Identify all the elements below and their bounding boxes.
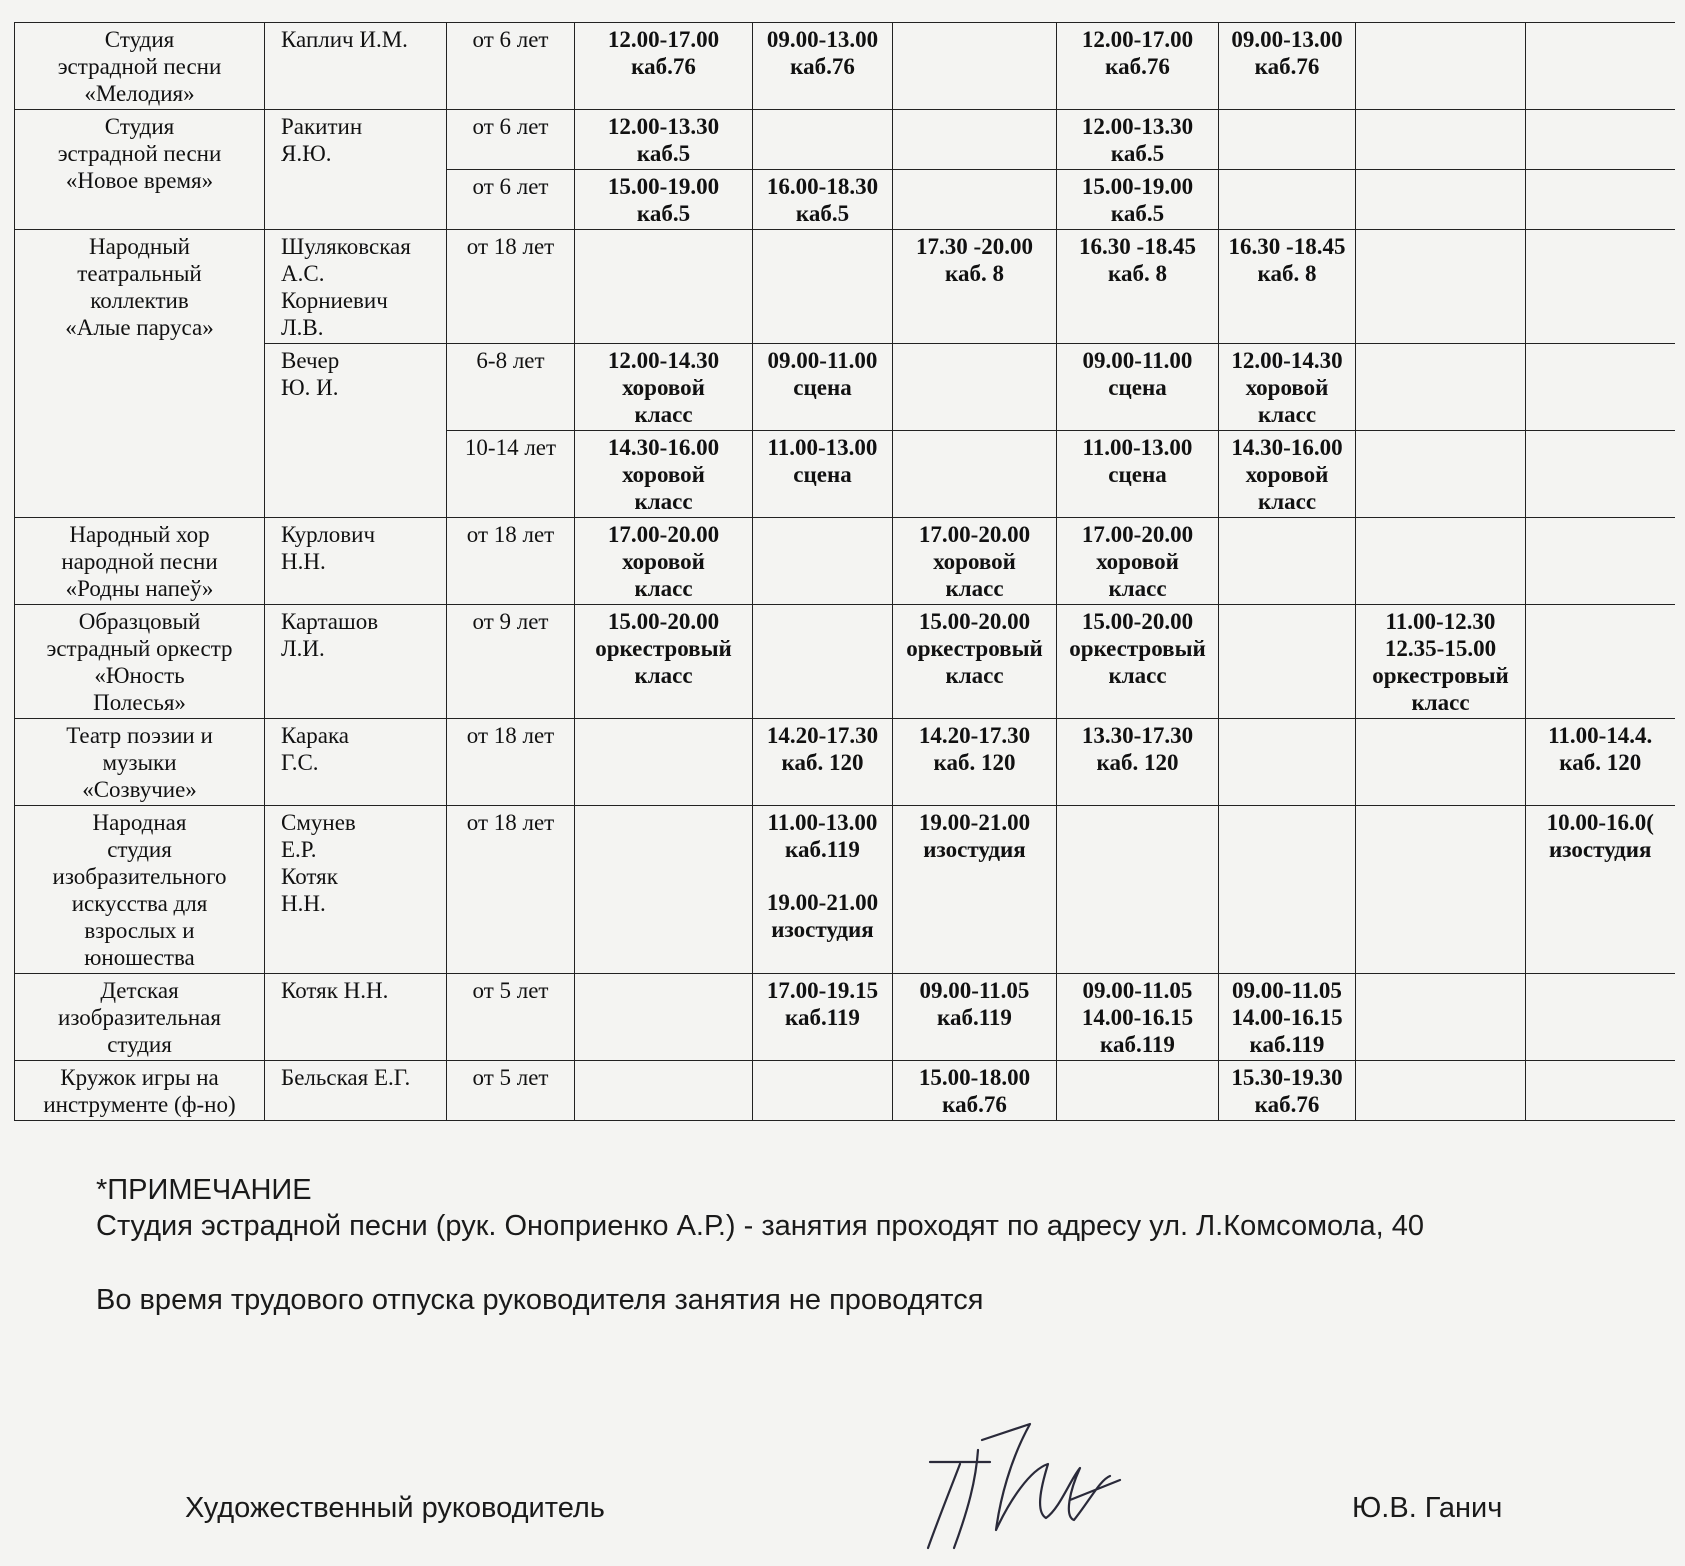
table-row — [15, 974, 1675, 1061]
cell-text-line: 15.00-19.00 — [607, 174, 720, 199]
cell-text-line: 12.35-15.00 — [1384, 636, 1497, 661]
cell-text-line: Бельская Е.Г. — [281, 1065, 411, 1090]
cell-text-line: «Созвучие» — [82, 777, 197, 802]
cell-text-line: хоровой — [1096, 549, 1179, 574]
schedule-slot-cell — [753, 974, 893, 1061]
cell-text-line: от 5 лет — [472, 1065, 549, 1090]
schedule-slot-cell — [1057, 719, 1219, 806]
cell-text-line: 11.00-13.00 — [767, 810, 878, 835]
cell-text-line: 11.00-14.4. — [1548, 723, 1653, 748]
age-cell — [447, 518, 575, 605]
leader-cell — [265, 518, 447, 605]
cell-text-line: от 6 лет — [472, 114, 549, 139]
table-row — [15, 23, 1675, 110]
cell-text-line: класс — [634, 576, 693, 601]
cell-text-line: Карташов — [281, 609, 379, 634]
cell-text-line: эстрадный оркестр — [46, 636, 233, 661]
group-name-cell — [15, 518, 265, 605]
cell-text-line: Полесья» — [93, 690, 186, 715]
cell-text-line: 12.00-13.30 — [607, 114, 720, 139]
cell-text-line: инструменте (ф-но) — [43, 1092, 236, 1117]
schedule-slot-cell — [1219, 1061, 1356, 1121]
schedule-slot-cell — [753, 719, 893, 806]
cell-text-line: Корниевич — [281, 288, 388, 313]
cell-text-line: Н.Н. — [281, 891, 326, 916]
schedule-slot-cell — [1526, 974, 1675, 1061]
cell-text-line: 11.00-13.00 — [1082, 435, 1193, 460]
leader-cell — [265, 974, 447, 1061]
schedule-slot-cell — [1219, 518, 1356, 605]
cell-text-line: каб.119 — [937, 1005, 1012, 1030]
leader-cell — [265, 806, 447, 974]
cell-text-line: изобразительного — [52, 864, 227, 889]
cell-text-line: 14.00-16.15 — [1081, 1005, 1194, 1030]
note-section — [96, 1172, 1424, 1318]
cell-text-line: каб.119 — [1100, 1032, 1175, 1057]
schedule-slot-cell — [753, 431, 893, 518]
age-cell — [447, 170, 575, 230]
cell-text-line: от 18 лет — [466, 723, 555, 748]
cell-text-line: каб. 120 — [933, 750, 1016, 775]
cell-text-line: каб.5 — [636, 141, 691, 166]
cell-text-line: 13.30-17.30 — [1081, 723, 1194, 748]
table-row — [15, 1061, 1675, 1121]
schedule-slot-cell — [1526, 23, 1675, 110]
note-address-line: Студия эстрадной песни (рук. Оноприенко А.Р.) - занятия проходят по адресу ул. Л.Комсомола, 40 — [96, 1210, 1424, 1242]
schedule-slot-cell — [1356, 605, 1526, 719]
schedule-slot-cell — [1219, 170, 1356, 230]
schedule-slot-cell — [893, 170, 1057, 230]
schedule-slot-cell — [1057, 23, 1219, 110]
schedule-table — [14, 22, 1675, 1121]
cell-text-line: Театр поэзии и — [66, 723, 213, 748]
cell-text-line: 14.20-17.30 — [918, 723, 1031, 748]
cell-text-line: изостудия — [1549, 837, 1652, 862]
cell-text-line — [756, 863, 889, 889]
cell-text-line: 15.00-20.00 — [1081, 609, 1194, 634]
cell-text-line: Смунев — [281, 810, 356, 835]
schedule-slot-cell — [753, 230, 893, 344]
signature-image — [920, 1420, 1130, 1560]
group-name-cell — [15, 23, 265, 110]
cell-text-line: каб.119 — [785, 837, 860, 862]
schedule-slot-cell — [753, 1061, 893, 1121]
cell-text-line: Студия — [104, 27, 175, 52]
cell-text-line: 17.30 -20.00 — [916, 234, 1033, 259]
schedule-slot-cell — [893, 806, 1057, 974]
cell-text-line: класс — [945, 576, 1004, 601]
cell-text-line: 15.30-19.30 — [1231, 1065, 1343, 1090]
cell-text-line: 14.30-16.00 — [607, 435, 720, 460]
cell-text-line: Н.Н. — [281, 549, 326, 574]
schedule-slot-cell — [1057, 1061, 1219, 1121]
schedule-slot-cell — [1219, 23, 1356, 110]
cell-text-line: 12.00-17.00 — [607, 27, 720, 52]
cell-text-line: 09.00-13.00 — [1231, 27, 1343, 52]
cell-text-line: народной песни — [61, 549, 218, 574]
schedule-slot-cell — [1356, 344, 1526, 431]
cell-text-line: хоровой — [622, 462, 705, 487]
leader-cell — [265, 344, 447, 518]
cell-text-line: класс — [1108, 663, 1167, 688]
cell-text-line: Г.С. — [281, 750, 319, 775]
cell-text-line: «Новое время» — [65, 168, 214, 193]
cell-text-line: Л.В. — [281, 315, 324, 340]
table-row — [15, 806, 1675, 974]
cell-text-line: 11.00-13.00 — [767, 435, 878, 460]
schedule-slot-cell — [575, 1061, 753, 1121]
schedule-slot-cell — [1057, 806, 1219, 974]
cell-text-line: Е.Р. — [281, 837, 317, 862]
schedule-slot-cell — [575, 344, 753, 431]
cell-text-line: от 18 лет — [466, 522, 555, 547]
cell-text-line: 10-14 лет — [464, 435, 557, 460]
cell-text-line: 09.00-11.05 — [1082, 978, 1193, 1003]
note-heading: *ПРИМЕЧАНИЕ — [96, 1174, 312, 1206]
cell-text-line: Народная — [92, 810, 187, 835]
cell-text-line: Ракитин — [281, 114, 363, 139]
cell-text-line: эстрадной песни — [57, 141, 222, 166]
schedule-slot-cell — [1526, 719, 1675, 806]
cell-text-line: музыки — [102, 750, 177, 775]
schedule-slot-cell — [1526, 431, 1675, 518]
group-name-cell — [15, 110, 265, 230]
cell-text-line: от 5 лет — [472, 978, 549, 1003]
schedule-slot-cell — [1219, 605, 1356, 719]
age-cell — [447, 431, 575, 518]
schedule-slot-cell — [753, 605, 893, 719]
leader-cell — [265, 605, 447, 719]
schedule-slot-cell — [575, 230, 753, 344]
cell-text-line: каб.76 — [942, 1092, 1007, 1117]
schedule-slot-cell — [575, 170, 753, 230]
schedule-slot-cell — [1219, 806, 1356, 974]
cell-text-line: 19.00-21.00 — [918, 810, 1031, 835]
cell-text-line: каб.76 — [1254, 1092, 1320, 1117]
schedule-slot-cell — [1356, 230, 1526, 344]
cell-text-line: класс — [945, 663, 1004, 688]
schedule-slot-cell — [1526, 170, 1675, 230]
schedule-slot-cell — [893, 110, 1057, 170]
schedule-slot-cell — [1219, 974, 1356, 1061]
table-row — [15, 719, 1675, 806]
schedule-slot-cell — [1356, 806, 1526, 974]
cell-text-line: Детская — [100, 978, 179, 1003]
cell-text-line: взрослых и — [84, 918, 195, 943]
group-name-cell — [15, 230, 265, 518]
group-name-cell — [15, 1061, 265, 1121]
age-cell — [447, 605, 575, 719]
cell-text-line: 17.00-20.00 — [607, 522, 720, 547]
schedule-slot-cell — [1356, 1061, 1526, 1121]
cell-text-line: оркестровый — [1069, 636, 1206, 661]
cell-text-line: коллектив — [90, 288, 189, 313]
schedule-slot-cell — [1356, 518, 1526, 605]
cell-text-line: «Родны напеў» — [65, 576, 214, 601]
cell-text-line: каб. 120 — [1096, 750, 1179, 775]
cell-text-line: 14.00-16.15 — [1231, 1005, 1343, 1030]
footer-signer-name: Ю.В. Ганич — [1352, 1492, 1503, 1524]
cell-text-line: класс — [634, 489, 693, 514]
schedule-slot-cell — [1219, 110, 1356, 170]
table-row — [15, 110, 1675, 170]
cell-text-line: сцена — [793, 462, 852, 487]
cell-text-line: оркестровый — [1372, 663, 1509, 688]
schedule-slot-cell — [575, 605, 753, 719]
schedule-slot-cell — [1219, 230, 1356, 344]
schedule-slot-cell — [1356, 110, 1526, 170]
schedule-slot-cell — [893, 23, 1057, 110]
leader-cell — [265, 110, 447, 230]
cell-text-line: эстрадной песни — [57, 54, 222, 79]
group-name-cell — [15, 974, 265, 1061]
cell-text-line: 15.00-20.00 — [607, 609, 720, 634]
leader-cell — [265, 719, 447, 806]
schedule-slot-cell — [1526, 230, 1675, 344]
age-cell — [447, 1061, 575, 1121]
cell-text-line: Курлович — [281, 522, 376, 547]
schedule-slot-cell — [1356, 23, 1526, 110]
cell-text-line: Каплич И.М. — [281, 27, 408, 52]
cell-text-line: оркестровый — [595, 636, 732, 661]
schedule-slot-cell — [893, 431, 1057, 518]
cell-text-line: от 9 лет — [472, 609, 549, 634]
cell-text-line: 09.00-11.05 — [1232, 978, 1342, 1003]
schedule-slot-cell — [1057, 431, 1219, 518]
cell-text-line: искусства для — [71, 891, 208, 916]
cell-text-line: Вечер — [281, 348, 340, 373]
cell-text-line: 15.00-20.00 — [918, 609, 1031, 634]
cell-text-line: 09.00-11.00 — [767, 348, 878, 373]
cell-text-line: 14.30-16.00 — [1231, 435, 1343, 460]
schedule-slot-cell — [1526, 806, 1675, 974]
schedule-slot-cell — [575, 431, 753, 518]
schedule-slot-cell — [1526, 518, 1675, 605]
schedule-slot-cell — [893, 974, 1057, 1061]
cell-text-line: хоровой — [1245, 462, 1329, 487]
table-row — [15, 605, 1675, 719]
cell-text-line: Шуляковская — [281, 234, 411, 259]
cell-text-line: каб.119 — [1249, 1032, 1325, 1057]
schedule-slot-cell — [1057, 170, 1219, 230]
schedule-slot-cell — [893, 719, 1057, 806]
schedule-slot-cell — [893, 344, 1057, 431]
cell-text-line: «Юность — [94, 663, 185, 688]
cell-text-line: Кружок игры на — [60, 1065, 219, 1090]
schedule-slot-cell — [1356, 170, 1526, 230]
cell-text-line: студия — [107, 1032, 172, 1057]
cell-text-line: класс — [634, 402, 693, 427]
schedule-slot-cell — [575, 518, 753, 605]
cell-text-line: каб. 120 — [1559, 750, 1642, 775]
age-cell — [447, 110, 575, 170]
cell-text-line: 11.00-12.30 — [1385, 609, 1496, 634]
cell-text-line: 19.00-21.00 — [766, 890, 879, 915]
schedule-slot-cell — [1057, 110, 1219, 170]
schedule-body — [15, 23, 1675, 1121]
cell-text-line: изобразительная — [58, 1005, 221, 1030]
cell-text-line: 09.00-11.05 — [919, 978, 1030, 1003]
cell-text-line: каб.76 — [631, 54, 696, 79]
cell-text-line: Народный хор — [69, 522, 210, 547]
cell-text-line: 16.00-18.30 — [766, 174, 879, 199]
note-vacation-line: Во время трудового отпуска руководителя занятия не проводятся — [96, 1284, 984, 1316]
schedule-slot-cell — [575, 806, 753, 974]
table-row — [15, 518, 1675, 605]
cell-text-line: от 18 лет — [466, 810, 555, 835]
cell-text-line: «Мелодия» — [84, 81, 195, 106]
schedule-slot-cell — [1356, 431, 1526, 518]
age-cell — [447, 344, 575, 431]
schedule-slot-cell — [1526, 344, 1675, 431]
cell-text-line: Л.И. — [281, 636, 325, 661]
cell-text-line: каб. 120 — [781, 750, 864, 775]
cell-text-line: каб.76 — [790, 54, 855, 79]
cell-text-line: изостудия — [771, 917, 874, 942]
schedule-slot-cell — [1219, 431, 1356, 518]
cell-text-line: хоровой — [933, 549, 1016, 574]
cell-text-line: 16.30 -18.45 — [1079, 234, 1196, 259]
cell-text-line: 12.00-13.30 — [1081, 114, 1194, 139]
cell-text-line: Ю. И. — [281, 375, 339, 400]
cell-text-line: Студия — [104, 114, 175, 139]
cell-text-line: каб. 8 — [945, 261, 1004, 286]
group-name-cell — [15, 605, 265, 719]
age-cell — [447, 974, 575, 1061]
schedule-slot-cell — [893, 605, 1057, 719]
leader-cell — [265, 230, 447, 344]
cell-text-line: А.С. — [281, 261, 325, 286]
schedule-slot-cell — [753, 518, 893, 605]
schedule-slot-cell — [1057, 605, 1219, 719]
cell-text-line: хоровой — [622, 375, 705, 400]
cell-text-line: 15.00-18.00 — [918, 1065, 1031, 1090]
cell-text-line: класс — [1411, 690, 1470, 715]
schedule-slot-cell — [575, 110, 753, 170]
cell-text-line: 12.00-17.00 — [1081, 27, 1194, 52]
cell-text-line: хоровой — [622, 549, 705, 574]
schedule-slot-cell — [753, 344, 893, 431]
group-name-cell — [15, 719, 265, 806]
cell-text-line: 12.00-14.30 — [1231, 348, 1343, 373]
schedule-slot-cell — [1219, 719, 1356, 806]
schedule-slot-cell — [753, 110, 893, 170]
cell-text-line: каб.76 — [1254, 54, 1320, 79]
schedule-slot-cell — [1057, 344, 1219, 431]
cell-text-line: Народный — [89, 234, 190, 259]
cell-text-line: театральный — [77, 261, 202, 286]
schedule-slot-cell — [753, 806, 893, 974]
cell-text-line: юношества — [84, 945, 195, 970]
age-cell — [447, 230, 575, 344]
cell-text-line: 10.00-16.0( — [1546, 810, 1654, 835]
cell-text-line: 17.00-20.00 — [918, 522, 1031, 547]
footer-position-title: Художественный руководитель — [185, 1492, 605, 1524]
cell-text-line: Карака — [281, 723, 349, 748]
cell-text-line: Котяк — [281, 864, 338, 889]
cell-text-line: каб.119 — [785, 1005, 860, 1030]
cell-text-line: «Алые паруса» — [65, 315, 214, 340]
cell-text-line: класс — [1257, 402, 1317, 427]
cell-text-line: студия — [107, 837, 172, 862]
schedule-slot-cell — [1219, 344, 1356, 431]
age-cell — [447, 806, 575, 974]
cell-text-line: 6-8 лет — [476, 348, 545, 373]
cell-text-line: 17.00-20.00 — [1081, 522, 1194, 547]
cell-text-line: каб.5 — [636, 201, 691, 226]
schedule-slot-cell — [1057, 974, 1219, 1061]
cell-text-line: от 6 лет — [472, 174, 549, 199]
schedule-slot-cell — [1057, 518, 1219, 605]
schedule-slot-cell — [1356, 719, 1526, 806]
age-cell — [447, 23, 575, 110]
cell-text-line: каб.76 — [1105, 54, 1170, 79]
cell-text-line: оркестровый — [906, 636, 1043, 661]
cell-text-line: 09.00-13.00 — [766, 27, 879, 52]
cell-text-line: класс — [1108, 576, 1167, 601]
schedule-slot-cell — [753, 23, 893, 110]
cell-text-line: хоровой — [1245, 375, 1329, 400]
cell-text-line: каб.5 — [795, 201, 850, 226]
leader-cell — [265, 1061, 447, 1121]
cell-text-line: изостудия — [923, 837, 1026, 862]
cell-text-line: класс — [1257, 489, 1317, 514]
cell-text-line: класс — [634, 663, 693, 688]
cell-text-line: Котяк Н.Н. — [281, 978, 389, 1003]
cell-text-line: 14.20-17.30 — [766, 723, 879, 748]
schedule-slot-cell — [1526, 1061, 1675, 1121]
schedule-slot-cell — [1526, 605, 1675, 719]
group-name-cell — [15, 806, 265, 974]
cell-text-line: 12.00-14.30 — [607, 348, 720, 373]
schedule-slot-cell — [1356, 974, 1526, 1061]
cell-text-line: 17.00-19.15 — [766, 978, 879, 1003]
cell-text-line: сцена — [793, 375, 852, 400]
schedule-slot-cell — [575, 23, 753, 110]
schedule-slot-cell — [575, 719, 753, 806]
age-cell — [447, 719, 575, 806]
schedule-slot-cell — [893, 518, 1057, 605]
cell-text-line: 15.00-19.00 — [1081, 174, 1194, 199]
schedule-slot-cell — [1526, 110, 1675, 170]
cell-text-line: 09.00-11.00 — [1082, 348, 1193, 373]
schedule-slot-cell — [1057, 230, 1219, 344]
table-row — [15, 230, 1675, 344]
schedule-slot-cell — [575, 974, 753, 1061]
cell-text-line: каб.5 — [1110, 141, 1165, 166]
cell-text-line: сцена — [1108, 375, 1167, 400]
cell-text-line: от 18 лет — [466, 234, 555, 259]
schedule-slot-cell — [893, 230, 1057, 344]
cell-text-line: 16.30 -18.45 — [1228, 234, 1346, 259]
schedule-slot-cell — [753, 170, 893, 230]
schedule-slot-cell — [893, 1061, 1057, 1121]
cell-text-line: каб.5 — [1110, 201, 1165, 226]
leader-cell — [265, 23, 447, 110]
cell-text-line: каб. 8 — [1257, 261, 1317, 286]
cell-text-line: сцена — [1108, 462, 1167, 487]
cell-text-line: Я.Ю. — [281, 141, 332, 166]
cell-text-line: Образцовый — [78, 609, 201, 634]
cell-text-line: от 6 лет — [472, 27, 549, 52]
cell-text-line: каб. 8 — [1108, 261, 1167, 286]
